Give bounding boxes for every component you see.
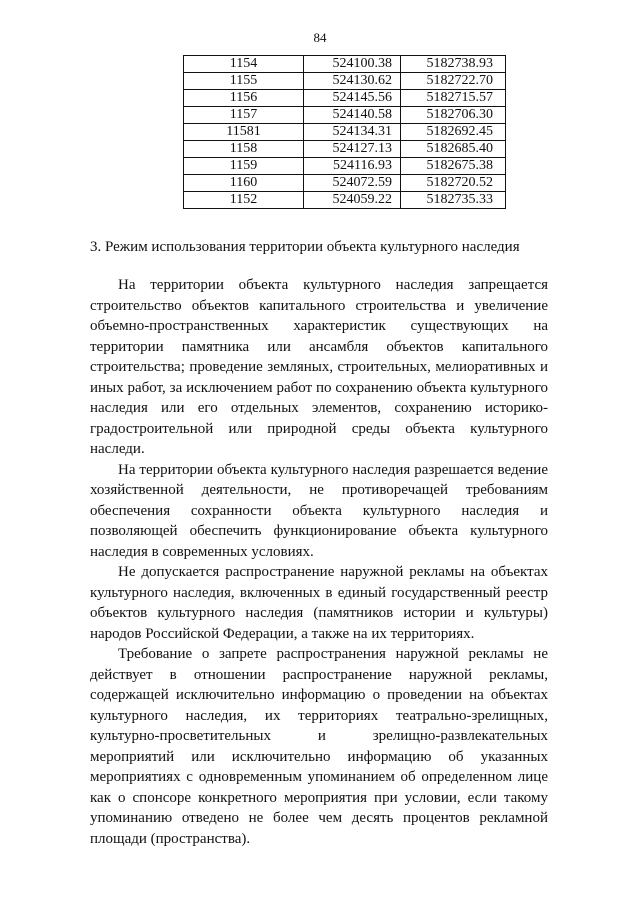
paragraph-prohibitions: На территории объекта культурного наследия запрещается строительство объектов капитального строительства и увеличение объемно-пространственных характеристик существующих на территории памятника или ансамбля объектов капитального строительства; проведение земляных, строительных, мелиоративных и иных работ, за исключением работ по сохранению объекта культурного наследия или его отдельных элементов, сохранению историко-градостроительной или природной среды объекта культурного наследи. <box>90 277 548 457</box>
paragraph-advertising-ban: Не допускается распространение наружной рекламы на объектах культурного наследия, включенных в единый государственный реестр объектов культурного наследия (памятников истории и культуры) народов Российской Федерации, а также на их территориях. <box>90 564 548 642</box>
y-coordinate-cell: 5182735.33 <box>401 192 506 209</box>
x-coordinate-cell: 524140.58 <box>304 107 401 124</box>
y-coordinate-cell: 5182715.57 <box>401 90 506 107</box>
x-coordinate-cell: 524059.22 <box>304 192 401 209</box>
table-row <box>184 158 506 175</box>
point-number-cell: 1152 <box>184 192 304 209</box>
table-row <box>184 141 506 158</box>
section-body <box>90 275 548 849</box>
table-row <box>184 124 506 141</box>
point-number-cell: 1156 <box>184 90 304 107</box>
y-coordinate-cell: 5182722.70 <box>401 73 506 90</box>
table-row <box>184 56 506 73</box>
point-number-cell: 1159 <box>184 158 304 175</box>
paragraph-permitted-activity: На территории объекта культурного наследия разрешается ведение хозяйственной деятельности, не противоречащей требованиям обеспечения сохранности объекта культурного наследия и позволяющей обеспечить функционирование объекта культурного наследия в современных условиях. <box>90 461 548 560</box>
x-coordinate-cell: 524116.93 <box>304 158 401 175</box>
point-number-cell: 1160 <box>184 175 304 192</box>
x-coordinate-cell: 524127.13 <box>304 141 401 158</box>
x-coordinate-cell: 524134.31 <box>304 124 401 141</box>
paragraph-advertising-exception: Требование о запрете распространения наружной рекламы не действует в отношении распространение наружной рекламы, содержащей исключительно информацию о проведении на объектах культурного наследия, их территориях театрально-зрелищных, культурно-просветительных и зрелищно-развлекательных мероприятий или исключительно информацию об указанных мероприятиях с одновременным упоминанием об определенном лице как о спонсоре конкретного мероприятия при условии, если такому упоминанию отведено не более чем десять процентов рекламной площади (пространства). <box>90 646 548 847</box>
y-coordinate-cell: 5182685.40 <box>401 141 506 158</box>
point-number-cell: 1158 <box>184 141 304 158</box>
x-coordinate-cell: 524130.62 <box>304 73 401 90</box>
table-row <box>184 90 506 107</box>
table-row <box>184 73 506 90</box>
y-coordinate-cell: 5182706.30 <box>401 107 506 124</box>
y-coordinate-cell: 5182692.45 <box>401 124 506 141</box>
point-number-cell: 11581 <box>184 124 304 141</box>
table-row <box>184 107 506 124</box>
point-number-cell: 1154 <box>184 56 304 73</box>
x-coordinate-cell: 524100.38 <box>304 56 401 73</box>
table-row <box>184 175 506 192</box>
y-coordinate-cell: 5182675.38 <box>401 158 506 175</box>
x-coordinate-cell: 524072.59 <box>304 175 401 192</box>
y-coordinate-cell: 5182738.93 <box>401 56 506 73</box>
page-number: 84 <box>313 30 327 45</box>
point-number-cell: 1157 <box>184 107 304 124</box>
point-number-cell: 1155 <box>184 73 304 90</box>
table-row <box>184 192 506 209</box>
x-coordinate-cell: 524145.56 <box>304 90 401 107</box>
coordinates-table <box>183 55 506 209</box>
section-heading: 3. Режим использования территории объекта культурного наследия <box>90 239 520 255</box>
y-coordinate-cell: 5182720.52 <box>401 175 506 192</box>
